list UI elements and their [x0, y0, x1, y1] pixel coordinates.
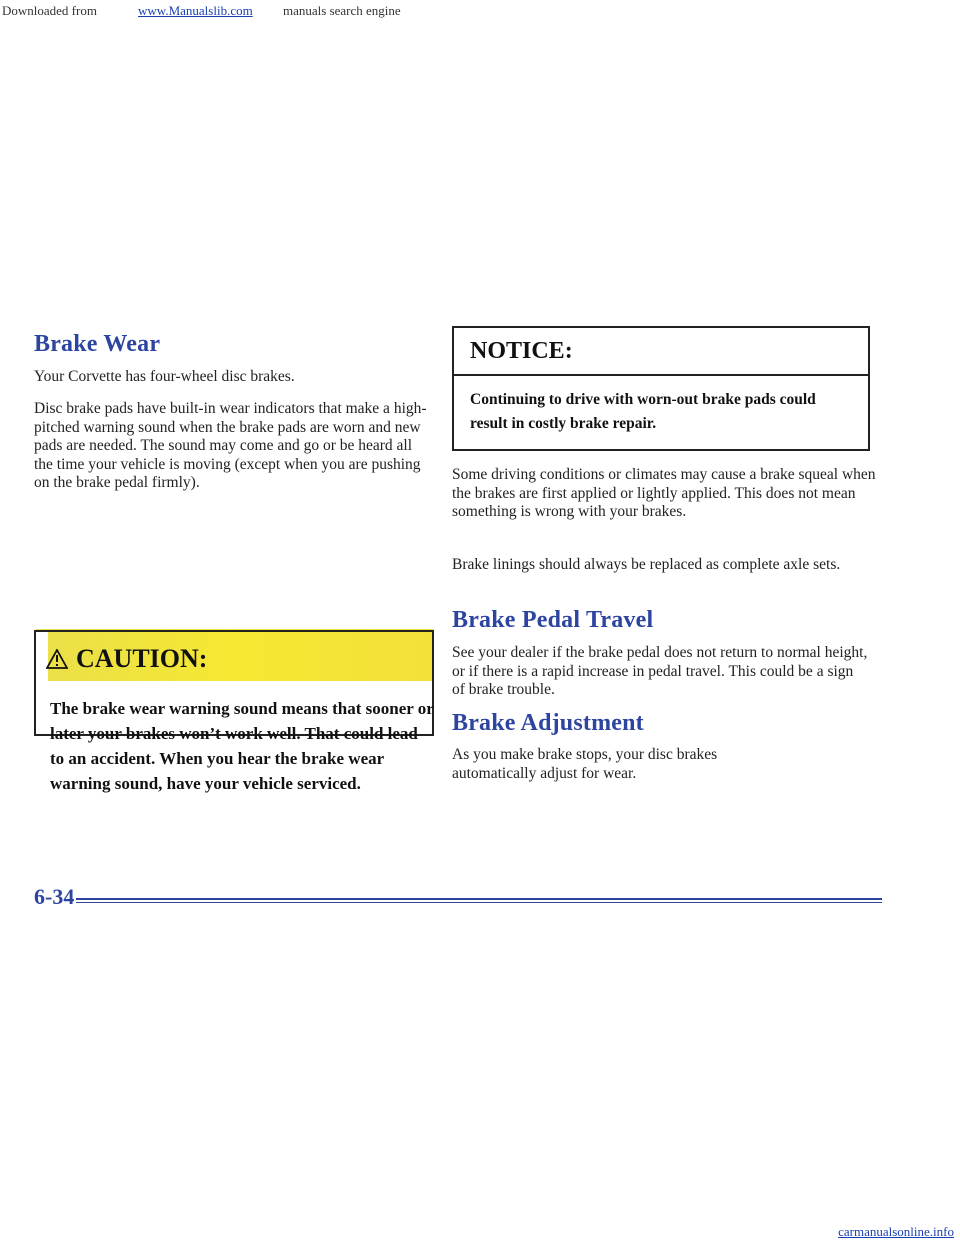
footer-watermark — [0, 1222, 960, 1242]
section-heading-brake-pedal-travel: Brake Pedal Travel — [452, 607, 654, 633]
paragraph-pedal-travel: See your dealer if the brake pedal does not return to normal height, or if there is a rapid increase in pedal travel. This could be a sign of brake trouble. — [452, 644, 868, 698]
banner-tail-text: manuals search engine — [283, 3, 401, 18]
paragraph-wear-indicators: Disc brake pads have built-in wear indicators that make a high-pitched warning sound when the brake pads are worn and new pads are needed. The sound may come and go or be heard all the time your vehicle is moving (except when you are pushing on the brake pedal firmly). — [34, 400, 427, 491]
notice-box — [452, 326, 870, 451]
notice-body — [454, 376, 868, 449]
notice-text: Continuing to drive with worn-out brake pads could result in costly brake repair. — [470, 391, 816, 432]
caution-text: The brake wear warning sound means that sooner or later your brakes won’t work well. That could lead to an accident. When you hear the brake wear warning sound, have your vehicle serviced. — [50, 699, 434, 793]
warning-triangle-icon — [46, 649, 68, 669]
caution-title-row — [46, 644, 207, 674]
banner-lead-text: Downloaded from — [2, 3, 97, 18]
paragraph-disc-brakes: Your Corvette has four-wheel disc brakes. — [34, 368, 295, 385]
paragraph-brake-linings: Brake linings should always be replaced as complete axle sets. — [452, 556, 841, 573]
paragraph-brake-adjustment: As you make brake stops, your disc brakes automatically adjust for wear. — [452, 746, 718, 782]
caution-title: CAUTION: — [76, 644, 208, 673]
page-number: 6-34 — [34, 884, 75, 909]
download-banner — [0, 0, 960, 20]
paragraph-brake-squeal: Some driving conditions or climates may cause a brake squeal when the brakes are first applied or lightly applied. This does not mean something is wrong with your brakes. — [452, 466, 876, 520]
manualslib-link[interactable]: www.Manualslib.com — [138, 3, 253, 18]
carmanualsonline-link[interactable]: carmanualsonline.info — [838, 1224, 954, 1239]
footer-rule — [76, 898, 882, 903]
section-heading-brake-adjustment: Brake Adjustment — [452, 710, 644, 736]
notice-header — [454, 328, 868, 376]
notice-title: NOTICE: — [470, 337, 573, 364]
section-heading-brake-wear: Brake Wear — [34, 331, 161, 357]
